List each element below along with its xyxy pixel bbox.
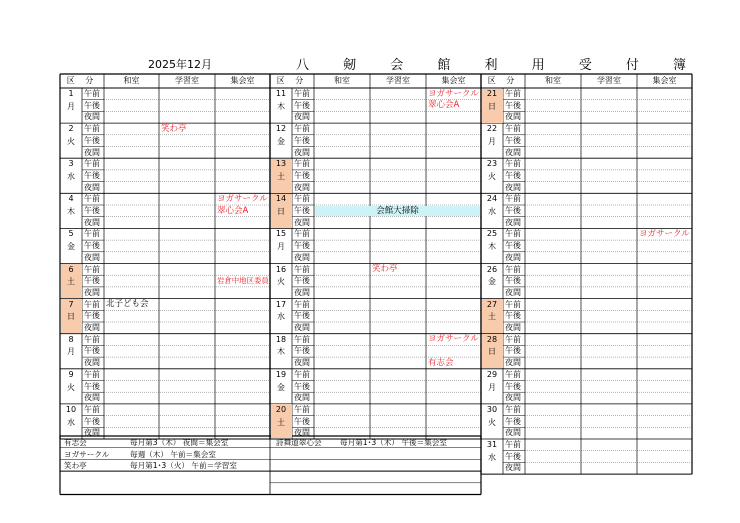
day-date: 29 [486,369,498,379]
slot-label: 夜間 [505,252,521,262]
slot-label: 午後 [505,346,521,356]
slot-label: 午後 [84,381,100,391]
slot-label: 午前 [505,299,521,309]
slot-label: 午前 [84,404,100,414]
day-date: 22 [486,124,498,134]
column-header-washitsu: 和室 [123,76,140,85]
day-date: 20 [275,404,287,414]
slot-label: 午前 [84,159,100,169]
slot-label: 夜間 [84,112,100,122]
day-weekday: 土 [277,171,285,181]
slot-label: 午後 [294,311,310,321]
slot-label: 午前 [505,194,521,204]
day-date: 4 [68,194,74,204]
note-name: 笑わ亭 [64,461,87,471]
slot-label: 午後 [84,135,100,145]
slot-label: 午後 [84,311,100,321]
slot-label: 午前 [84,264,100,274]
slot-label: 午後 [294,135,310,145]
slot-label: 午後 [294,416,310,426]
day-weekday: 水 [488,207,496,216]
day-weekday: 火 [277,277,285,287]
slot-label: 午後 [84,346,100,356]
slot-label: 夜間 [84,217,100,227]
slot-label: 午後 [505,276,521,286]
event-label: 有志会 [428,357,454,368]
column-header-gakushu: 学習室 [597,76,621,85]
day-weekday: 日 [488,347,496,357]
slot-label: 夜間 [505,358,521,368]
day-weekday: 月 [488,136,496,146]
day-date: 9 [68,369,74,379]
day-weekday: 火 [488,417,496,427]
day-date: 13 [275,159,287,169]
slot-label: 夜間 [84,252,100,262]
event-label: 北子ども会 [106,299,149,310]
day-date: 6 [68,264,74,274]
slot-label: 午前 [84,124,100,134]
day-weekday: 月 [67,101,75,111]
day-weekday: 火 [67,382,75,392]
slot-label: 午前 [294,194,310,204]
slot-label: 夜間 [505,182,521,192]
event-label: ヨガサークル [639,229,690,240]
slot-label: 夜間 [505,323,521,332]
note-name: 有志会 [64,438,87,447]
slot-label: 午前 [505,89,521,98]
slot-label: 夜間 [294,112,310,122]
day-weekday: 木 [277,101,285,111]
day-weekday: 金 [488,277,496,287]
event-label: ヨガサークル [428,88,479,99]
event-label: 笑わ亭 [372,264,398,275]
slot-label: 午後 [505,451,521,461]
day-weekday: 火 [67,136,75,146]
day-date: 16 [275,264,287,274]
slot-label: 夜間 [505,217,521,227]
slot-label: 午前 [505,369,521,379]
day-weekday: 水 [488,452,496,462]
slot-label: 午後 [84,170,100,180]
slot-label: 夜間 [505,287,521,297]
slot-label: 午前 [505,229,521,239]
slot-label: 夜間 [294,252,310,262]
day-date: 17 [275,299,287,309]
slot-label: 午前 [294,124,310,134]
day-date: 27 [486,299,498,309]
day-date: 26 [486,264,498,274]
day-date: 15 [275,229,287,239]
day-weekday: 土 [67,277,75,287]
slot-label: 夜間 [294,358,310,368]
slot-label: 午前 [84,334,100,344]
day-date: 24 [486,194,498,204]
slot-label: 午後 [294,170,310,180]
day-date: 11 [275,89,287,98]
slot-label: 午後 [505,381,521,391]
day-weekday: 水 [67,171,75,181]
slot-label: 夜間 [294,393,310,403]
day-weekday: 土 [277,417,285,427]
slot-label: 夜間 [294,147,310,157]
slot-label: 夜間 [84,182,100,192]
day-weekday: 日 [488,101,496,111]
slot-label: 午前 [505,440,521,449]
event-label: 翠心会A [217,205,249,216]
slot-label: 午後 [505,416,521,426]
slot-label: 午後 [505,170,521,180]
slot-label: 夜間 [294,287,310,297]
day-date: 23 [486,159,498,169]
day-date: 7 [68,299,74,309]
day-date: 1 [68,89,74,98]
page-title: 八 剱 会 館 利 用 受 付 簿 [296,58,702,73]
slot-label: 午前 [294,229,310,239]
slot-label: 午後 [84,241,100,251]
day-date: 31 [486,440,498,449]
note-rule: 毎月第3（木） 夜間＝集会室 [130,438,229,447]
slot-label: 午後 [84,276,100,286]
note-name: ヨガサークル [64,449,110,459]
event-label: ヨガサークル [217,194,268,204]
column-header-shukai: 集会室 [441,76,466,85]
day-date: 18 [275,334,287,344]
day-weekday: 木 [67,207,75,216]
slot-label: 夜間 [294,323,310,332]
day-date: 30 [486,404,498,414]
slot-label: 午後 [505,241,521,251]
slot-label: 午前 [84,229,100,239]
column-header-shukai: 集会室 [230,76,255,85]
slot-label: 午前 [294,299,310,309]
slot-label: 夜間 [84,147,100,157]
day-weekday: 火 [488,171,496,181]
column-header-kubun: 区 分 [487,76,519,85]
slot-label: 夜間 [84,358,100,368]
slot-label: 夜間 [294,217,310,227]
column-header-gakushu: 学習室 [175,76,199,85]
slot-label: 午前 [505,159,521,169]
slot-label: 午後 [294,346,310,356]
slot-label: 夜間 [505,463,521,473]
day-weekday: 土 [488,312,496,322]
slot-label: 午前 [84,194,100,204]
day-weekday: 日 [277,207,285,216]
slot-label: 夜間 [84,323,100,332]
slot-label: 午後 [294,206,310,215]
day-date: 25 [486,229,498,239]
slot-label: 夜間 [84,393,100,403]
slot-label: 午後 [505,100,521,110]
slot-label: 午前 [505,264,521,274]
day-weekday: 金 [277,382,285,392]
day-weekday: 木 [488,242,496,252]
slot-label: 午後 [294,100,310,110]
slot-label: 夜間 [505,393,521,403]
day-weekday: 水 [277,312,285,322]
slot-label: 午前 [294,404,310,414]
day-weekday: 月 [488,382,496,392]
column-header-kubun: 区 分 [66,76,98,85]
note-name: 詩舞道翠心会 [276,438,322,447]
day-date: 14 [275,194,287,204]
slot-label: 午前 [505,124,521,134]
slot-label: 午前 [294,369,310,379]
slot-label: 午後 [505,135,521,145]
day-date: 2 [68,124,74,134]
day-weekday: 金 [277,136,285,146]
day-date: 8 [68,334,74,344]
slot-label: 午後 [84,206,100,215]
event-label: 岩倉中地区委員 [217,275,269,285]
day-date: 19 [275,369,287,379]
cleaning-label: 会館大掃除 [376,205,419,216]
column-header-washitsu: 和室 [334,76,350,85]
day-date: 28 [486,334,498,344]
slot-label: 午前 [84,299,100,309]
slot-label: 午後 [505,311,521,321]
note-rule: 毎月第1･3（木） 午後＝集会室 [340,438,447,447]
month-label: 2025年12月 [148,58,212,71]
slot-label: 夜間 [84,287,100,297]
slot-label: 午前 [84,89,100,98]
slot-label: 午後 [294,276,310,286]
column-header-kubun: 区 分 [276,76,308,85]
day-weekday: 木 [277,347,285,357]
slot-label: 午後 [294,381,310,391]
day-date: 10 [65,404,77,414]
slot-label: 午後 [505,206,521,215]
slot-label: 夜間 [505,112,521,122]
note-rule: 毎週（木） 午前＝集会室 [130,449,216,459]
slot-label: 午前 [505,334,521,344]
day-weekday: 金 [67,242,75,252]
day-weekday: 月 [67,347,75,357]
column-header-washitsu: 和室 [545,76,561,85]
slot-label: 午前 [294,159,310,169]
slot-label: 午前 [294,264,310,274]
slot-label: 午後 [84,100,100,110]
column-header-gakushu: 学習室 [386,76,410,85]
slot-label: 午前 [505,404,521,414]
column-header-shukai: 集会室 [652,76,677,85]
slot-label: 午前 [294,334,310,344]
day-date: 12 [275,124,287,134]
slot-label: 午後 [294,241,310,251]
slot-label: 夜間 [294,182,310,192]
day-date: 21 [486,89,498,98]
event-label: 笑わ亭 [161,123,187,134]
event-label: ヨガサークル [428,334,479,345]
slot-label: 午前 [84,369,100,379]
slot-label: 夜間 [84,428,100,438]
event-label: 翠心会A [428,100,460,111]
day-date: 5 [68,229,74,239]
slot-label: 夜間 [505,147,521,157]
slot-label: 午前 [294,89,310,98]
slot-label: 午後 [84,416,100,426]
day-date: 3 [68,159,74,169]
day-weekday: 水 [67,417,75,427]
day-weekday: 月 [277,242,285,252]
slot-label: 夜間 [294,428,310,438]
day-weekday: 日 [67,312,75,322]
slot-label: 夜間 [505,428,521,438]
note-rule: 毎月第1･3（火） 午前＝学習室 [130,461,237,471]
